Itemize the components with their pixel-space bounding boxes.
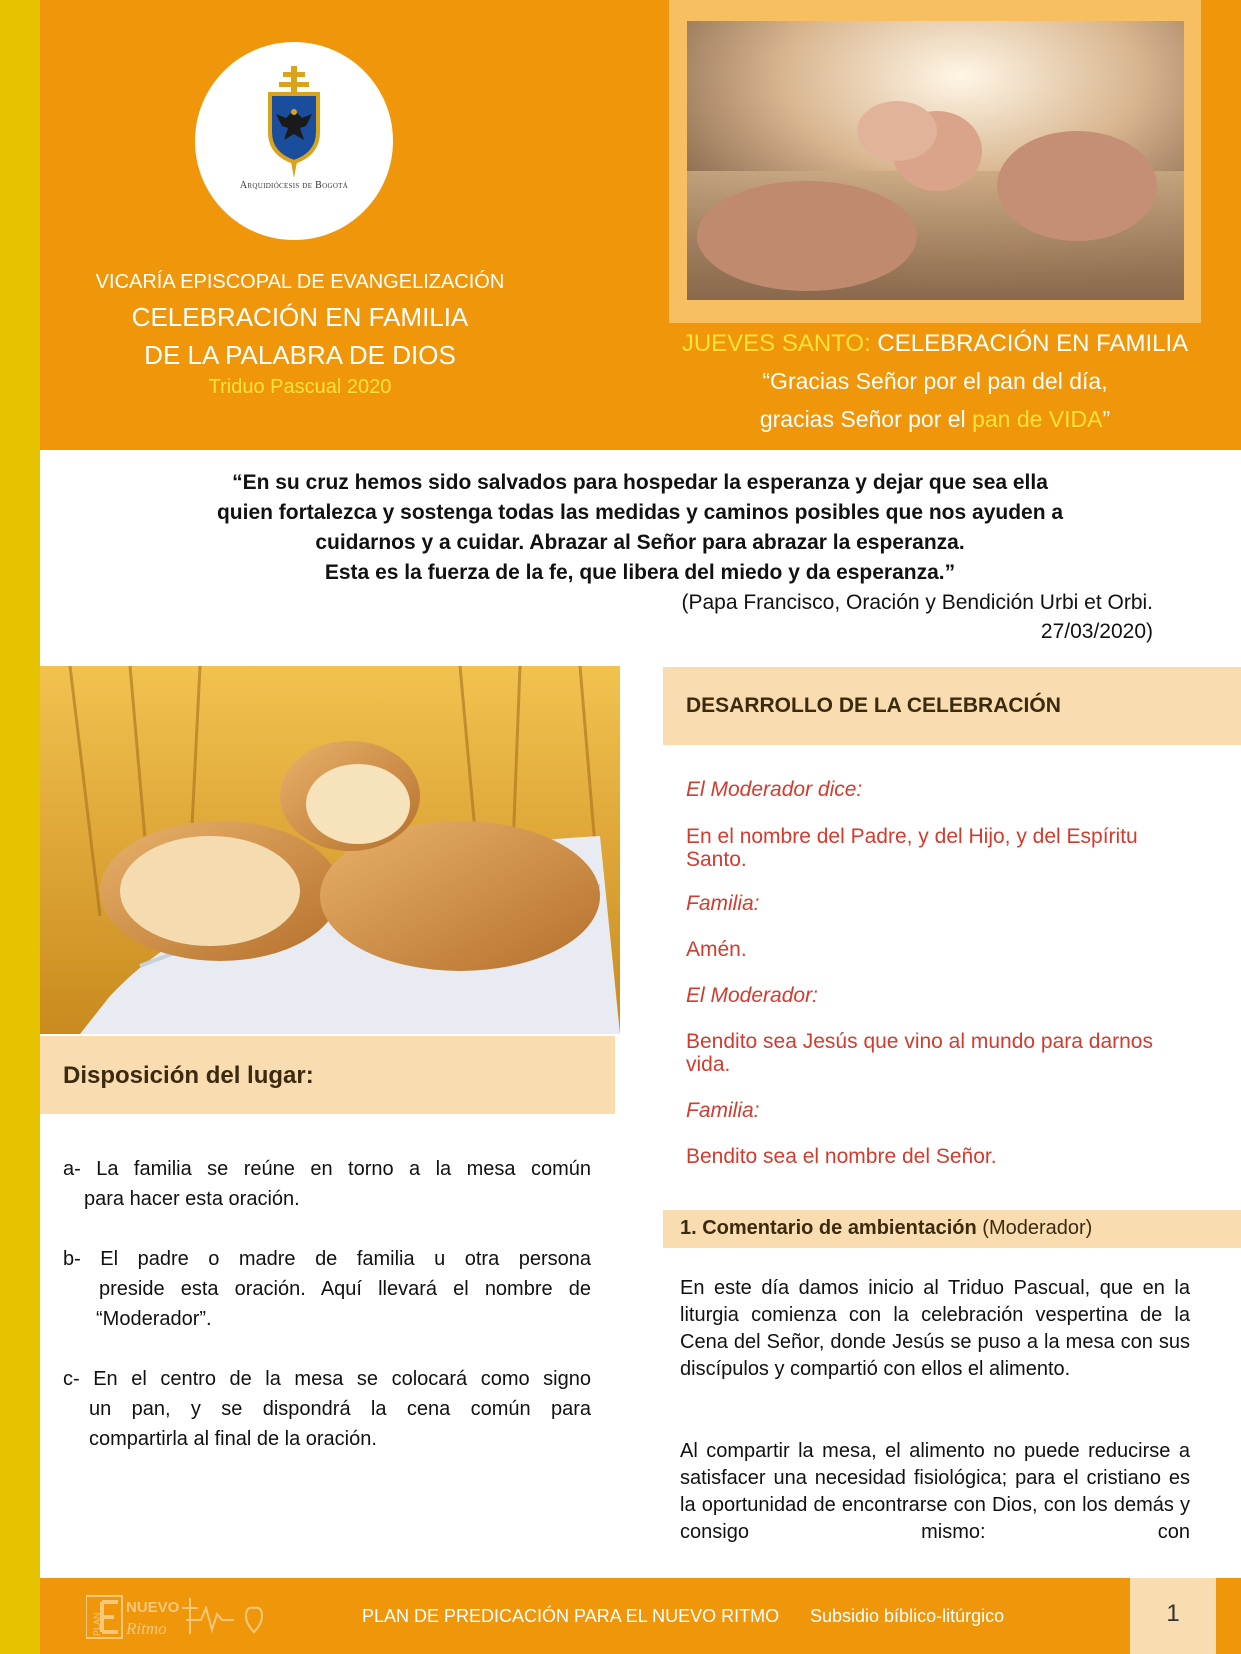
bread-photo [40, 666, 620, 1034]
quote-citation-line2: 27/03/2020) [1040, 620, 1153, 643]
item-c-line2: un pan, y se dispondrá la cena común para [89, 1398, 591, 1420]
logo-nuevo-text: NUEVO [126, 1599, 180, 1616]
praying-hands-photo [687, 21, 1184, 300]
bendito-line1: Bendito sea Jesús que vino al mundo para darnos [686, 1030, 1153, 1053]
item-a-line2: para hacer esta oración. [84, 1188, 300, 1210]
bendito-nombre-response: Bendito sea el nombre del Señor. [686, 1145, 997, 1168]
celebration-title-line1: CELEBRACIÓN EN FAMILIA [131, 302, 469, 332]
gracias-line1: “Gracias Señor por el pan del día, [762, 368, 1108, 394]
comentario-title [680, 1217, 1092, 1240]
en-el-nombre-line2: Santo. [686, 848, 747, 871]
jueves-rest: CELEBRACIÓN EN FAMILIA [870, 330, 1189, 357]
familia-label-2: Familia: [686, 1099, 760, 1122]
footer-plan-text: PLAN DE PREDICACIÓN PARA EL NUEVO RITMO [362, 1606, 780, 1626]
gracias-line2-post: ” [1102, 406, 1111, 432]
bendito-line2: vida. [686, 1053, 731, 1076]
comentario-paragraph-2: Al compartir la mesa, el alimento no puede reducirse a satisfacer una necesidad fisiológica; para el cristiano es la oportunidad de encontrarse con Dios, con los demás y consigo mismo: con [680, 1440, 1190, 1543]
amen-response: Amén. [686, 938, 747, 961]
vicaria-heading: VICARÍA EPISCOPAL DE EVANGELIZACIÓN [95, 271, 505, 293]
comentario-title-rest: (Moderador) [976, 1217, 1093, 1239]
item-c-line3: compartirla al final de la oración. [89, 1428, 377, 1450]
familia-label-1: Familia: [686, 892, 760, 915]
gracias-line2-pre: gracias Señor por el [759, 406, 973, 432]
moderador-label-2: El Moderador: [686, 984, 818, 1007]
en-el-nombre-line1: En el nombre del Padre, y del Hijo, y del Espíritu [686, 825, 1138, 848]
quote-line-3: cuidarnos y a cuidar. Abrazar al Señor para abrazar la esperanza. [315, 531, 965, 554]
jueves-highlight: JUEVES SANTO: [681, 330, 871, 357]
quote-line-1: “En su cruz hemos sido salvados para hospedar la esperanza y dejar que sea ella [232, 471, 1048, 494]
footer-subsidio-text: Subsidio bíblico-litúrgico [810, 1606, 1005, 1626]
plan-nuevo-ritmo-logo [86, 1594, 276, 1640]
item-c-line1: c- En el centro de la mesa se colocará como signo [63, 1368, 591, 1390]
logo-ritmo-text: Ritmo [126, 1619, 167, 1638]
quote-line-2: quien fortalezca y sostenga todas las medidas y caminos posibles que nos ayuden a [216, 501, 1064, 524]
jueves-santo-heading [669, 330, 1201, 358]
item-b-line1: b- El padre o madre de familia u otra persona [63, 1248, 591, 1270]
item-a-line1: a- La familia se reúne en torno a la mesa común [63, 1158, 591, 1180]
page-number: 1 [1166, 1600, 1180, 1627]
item-b-line2: preside esta oración. Aquí llevará el nombre de [99, 1278, 591, 1300]
triduo-subtitle: Triduo Pascual 2020 [208, 376, 392, 398]
logo-plan-text: PLAN [92, 1612, 102, 1636]
item-b-line3: “Moderador”. [96, 1308, 212, 1330]
side-strip [0, 0, 40, 1654]
moderador-dice: El Moderador dice: [686, 778, 863, 801]
desarrollo-title: DESARROLLO DE LA CELEBRACIÓN [686, 694, 1061, 717]
quote-citation-line1: (Papa Francisco, Oración y Bendición Urbi et Orbi. [681, 591, 1153, 614]
quote-line-4: Esta es la fuerza de la fe, que libera del miedo y da esperanza.” [324, 561, 956, 584]
celebration-title-line2: DE LA PALABRA DE DIOS [144, 340, 456, 370]
logo-caption: Arquidiócesis de Bogotá [239, 180, 349, 191]
disposicion-title: Disposición del lugar: [63, 1062, 314, 1089]
gracias-line2 [669, 406, 1201, 433]
comentario-paragraph-1: En este día damos inicio al Triduo Pascual, que en la liturgia comienza con la celebración vespertina de la Cena del Señor, donde Jesús se puso a la mesa con sus discípulos y compartió con ellos el alimento. [680, 1277, 1190, 1380]
coat-of-arms-icon [262, 66, 326, 178]
comentario-title-bold: 1. Comentario de ambientación [680, 1217, 977, 1239]
pan-de-vida-highlight: pan de VIDA [972, 406, 1103, 432]
